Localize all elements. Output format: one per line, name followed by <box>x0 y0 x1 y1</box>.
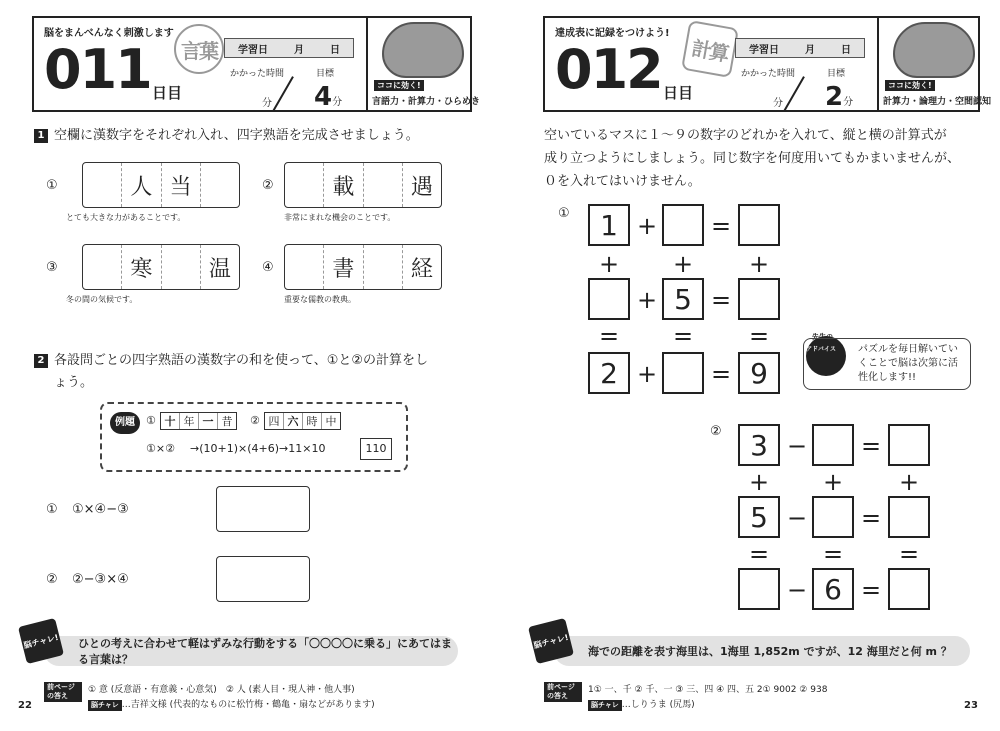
idiom-cell[interactable] <box>285 245 324 289</box>
here-label: ココに効く! <box>374 80 424 91</box>
grid-cell[interactable] <box>888 496 930 538</box>
prev-answers-tag: 前ページの答え <box>44 682 82 702</box>
grid-cell[interactable] <box>588 278 630 320</box>
goal-label: 目標 <box>827 69 846 79</box>
idiom-cell[interactable] <box>162 245 201 289</box>
problem-expr: ①×④−③ <box>72 502 129 517</box>
time-unit: 分 <box>773 98 783 109</box>
day-label: 日 <box>330 44 340 56</box>
challenge-question: ひとの考えに合わせて軽はずみな行動をする「〇〇〇〇に乗る」にあてはまる言葉は？ <box>78 637 452 666</box>
op-sign: + <box>672 250 694 278</box>
challenge-tag: 脳チャレ <box>588 700 622 711</box>
op-sign: + <box>636 212 658 240</box>
right-header <box>543 16 992 112</box>
idiom-cell[interactable] <box>364 163 403 207</box>
idiom-cell: 温 <box>208 256 231 282</box>
idiom-box[interactable] <box>284 162 442 208</box>
header-tagline: 脳をまんべんなく刺激します <box>44 28 174 39</box>
op-sign: + <box>748 468 770 496</box>
idiom-cell[interactable] <box>83 245 122 289</box>
idiom-cell: 当 <box>162 163 201 207</box>
eq-sign: = <box>710 360 732 388</box>
idiom-cell: 書 <box>324 245 363 289</box>
study-date-box[interactable] <box>735 38 865 58</box>
example-answer: 110 <box>360 438 392 460</box>
eq-sign: = <box>822 540 844 568</box>
answer-box[interactable] <box>216 486 310 532</box>
idiom-cell[interactable] <box>83 163 122 207</box>
idiom-cell: 載 <box>324 163 363 207</box>
day-suffix: 日目 <box>152 84 183 102</box>
eq-sign: = <box>710 212 732 240</box>
idiom-hint: 冬の間の気候です。 <box>66 295 138 304</box>
op-sign: + <box>898 468 920 496</box>
example-idiom: 十 年 一 昔 <box>160 412 237 430</box>
grid-cell: 6 <box>812 568 854 610</box>
answers-line: ① 意 (反意語・有意義・心意気) ② 人 (素人目・現人神・他人事) <box>88 685 355 695</box>
divider-slash <box>783 76 805 112</box>
op-sign: − <box>786 504 808 532</box>
grid-cell[interactable] <box>662 204 704 246</box>
brain-panel <box>877 18 992 110</box>
page-number: 23 <box>964 700 978 711</box>
skills-text: 言語力・計算力・ひらめき <box>372 97 481 107</box>
grid-cell: 3 <box>738 424 780 466</box>
op-sign: + <box>748 250 770 278</box>
time-unit: 分 <box>262 98 272 109</box>
challenge-badge: 脳チャレ! <box>528 618 574 664</box>
example-idiom: 四 六 時 中 <box>264 412 341 430</box>
op-sign: + <box>636 360 658 388</box>
left-header <box>32 16 481 112</box>
answer-box[interactable] <box>216 556 310 602</box>
skills-text: 計算力・論理力・空間認知 <box>883 97 992 107</box>
eq-sign: = <box>748 540 770 568</box>
grid-cell[interactable] <box>738 204 780 246</box>
op-sign: + <box>598 250 620 278</box>
time-label: かかった時間 <box>230 69 285 79</box>
grid-cell[interactable] <box>738 568 780 610</box>
answers-block <box>44 682 375 711</box>
page-number: 22 <box>18 700 32 711</box>
eq-sign: = <box>710 286 732 314</box>
here-label: ココに効く! <box>885 80 935 91</box>
category-seal: 計算 <box>681 20 739 78</box>
idiom-label: ② <box>262 178 274 193</box>
grid-cell[interactable] <box>738 278 780 320</box>
op-sign: − <box>786 576 808 604</box>
brain-panel <box>366 18 481 110</box>
answers-line: …しりうま (尻馬) <box>621 700 695 710</box>
day-number: 012 <box>555 38 662 101</box>
day-label: 日 <box>841 44 851 56</box>
answers-block <box>544 682 827 711</box>
idiom-cell: 人 <box>122 163 161 207</box>
example-formula: →(10+1)×(4+6)→11×10 <box>190 442 326 455</box>
brain-icon <box>893 22 975 78</box>
teacher-advice: パズルを毎日解いてい くことで脳は次第に活 性化します!! <box>803 338 971 390</box>
teacher-label: 先生の <box>812 333 833 341</box>
eq-sign: = <box>672 322 694 350</box>
grid-cell: 2 <box>588 352 630 394</box>
challenge-band <box>44 636 458 666</box>
idiom-box[interactable] <box>82 244 240 290</box>
problem-label: ① <box>46 502 58 517</box>
challenge-badge: 脳チャレ! <box>18 618 64 664</box>
month-label: 月 <box>294 44 304 56</box>
challenge-band <box>554 636 970 666</box>
teacher-sublabel: アドバイス <box>806 346 836 353</box>
grid-cell: 5 <box>662 278 704 320</box>
q2-prompt: 2 各設問ごとの四字熟語の漢数字の和を使って、①と②の計算をし ょう。 <box>34 350 428 394</box>
eq-sign: = <box>598 322 620 350</box>
example-label: ① <box>146 414 156 427</box>
goal-label: 目標 <box>316 69 335 79</box>
instructions: 空いているマスに１～９の数字のどれかを入れて、縦と横の計算式が 成り立つようにしましょう。同じ数字を何度用いてもかまいませんが、 ０を入れてはいけません。 <box>544 128 961 189</box>
grid-cell: 9 <box>738 352 780 394</box>
date-label: 学習日 <box>749 44 779 56</box>
answers-line: …吉祥文様 (代表的なものに松竹梅・鶴亀・扇などがあります) <box>121 700 375 710</box>
idiom-label: ① <box>46 178 58 193</box>
day-suffix: 日目 <box>663 84 694 102</box>
idiom-cell[interactable] <box>364 245 403 289</box>
q1-prompt: 1 空欄に漢数字をそれぞれ入れ、四字熟語を完成させましょう。 <box>34 124 419 143</box>
idiom-cell: 経 <box>410 256 433 282</box>
grid-cell: 5 <box>738 496 780 538</box>
grid-cell[interactable] <box>662 352 704 394</box>
idiom-hint: 非常にまれな機会のことです。 <box>284 213 396 222</box>
category-seal: 言葉 <box>174 24 224 74</box>
problem-label: ② <box>46 572 58 587</box>
grid-cell[interactable] <box>888 424 930 466</box>
grid-cell[interactable] <box>888 568 930 610</box>
idiom-cell: 寒 <box>122 245 161 289</box>
goal-time: 4分 <box>314 82 343 112</box>
op-sign: + <box>636 286 658 314</box>
grid-cell[interactable] <box>812 496 854 538</box>
prev-answers-tag: 前ページの答え <box>544 682 582 702</box>
op-sign: + <box>822 468 844 496</box>
goal-time: 2分 <box>825 82 854 112</box>
study-date-box[interactable] <box>224 38 354 58</box>
challenge-question: 海での距離を表す海里は、1海里 1,852m ですが、12 海里だと何 m ？ <box>588 645 952 658</box>
grid-cell[interactable] <box>812 424 854 466</box>
example-badge: 例題 <box>110 412 140 434</box>
problem-expr: ②−③×④ <box>72 572 129 587</box>
idiom-box[interactable] <box>82 162 240 208</box>
day-number: 011 <box>44 38 151 101</box>
idiom-label: ③ <box>46 260 58 275</box>
puzzle-label: ② <box>710 424 722 439</box>
idiom-cell[interactable] <box>201 163 239 207</box>
example-box <box>100 402 408 472</box>
time-label: かかった時間 <box>741 69 796 79</box>
op-sign: − <box>786 432 808 460</box>
idiom-hint: とても大きな力があることです。 <box>66 213 186 222</box>
idiom-cell[interactable] <box>285 163 324 207</box>
idiom-hint: 重要な儒教の教典。 <box>284 295 356 304</box>
eq-sign: = <box>860 576 882 604</box>
eq-sign: = <box>898 540 920 568</box>
answers-line: 1① 一、千 ② 千、一 ③ 三、四 ④ 四、五 2① 9002 ② 938 <box>588 685 828 695</box>
eq-sign: = <box>748 322 770 350</box>
idiom-box[interactable] <box>284 244 442 290</box>
example-formula-label: ①×② <box>146 442 175 455</box>
date-label: 学習日 <box>238 44 268 56</box>
idiom-cell: 遇 <box>410 174 433 200</box>
challenge-tag: 脳チャレ <box>88 700 122 711</box>
month-label: 月 <box>805 44 815 56</box>
puzzle-label: ① <box>558 206 570 221</box>
divider-slash <box>272 76 294 112</box>
eq-sign: = <box>860 432 882 460</box>
brain-icon <box>382 22 464 78</box>
example-label: ② <box>250 414 260 427</box>
eq-sign: = <box>860 504 882 532</box>
grid-cell: 1 <box>588 204 630 246</box>
header-tagline: 達成表に記録をつけよう! <box>555 28 670 39</box>
idiom-label: ④ <box>262 260 274 275</box>
